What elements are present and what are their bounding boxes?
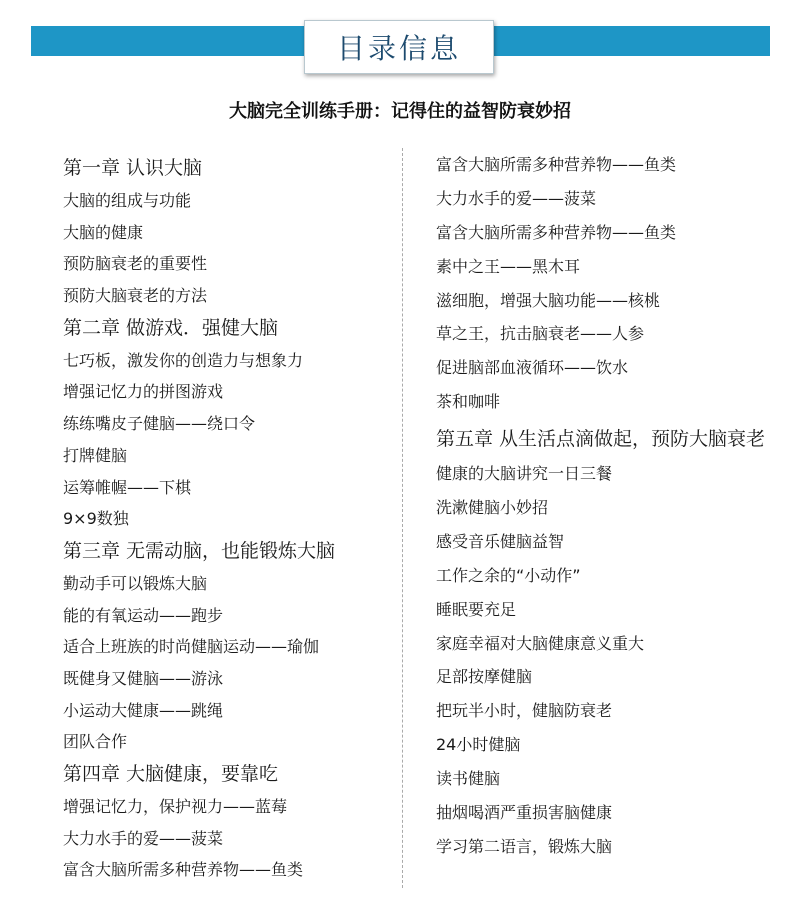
toc-entry: 富含大脑所需多种营养物——鱼类 bbox=[63, 860, 304, 880]
toc-chapter-heading: 第五章 从生活点滴做起，预防大脑衰老 bbox=[436, 428, 766, 451]
toc-entry: 工作之余的“小动作” bbox=[436, 565, 581, 585]
toc-entry: 滋细胞，增强大脑功能——核桃 bbox=[436, 290, 661, 310]
toc-entry: 富含大脑所需多种营养物——鱼类 bbox=[436, 222, 677, 242]
column-divider bbox=[402, 148, 403, 888]
toc-chapter-heading: 第四章 大脑健康，要靠吃 bbox=[63, 763, 279, 785]
toc-entry: 七巧板，激发你的创造力与想象力 bbox=[63, 350, 304, 370]
toc-chapter-heading: 第二章 做游戏．强健大脑 bbox=[63, 316, 279, 339]
toc-entry: 足部按摩健脑 bbox=[436, 667, 533, 687]
toc-entry: 感受音乐健脑益智 bbox=[436, 531, 565, 551]
toc-entry: 增强记忆力，保护视力——蓝莓 bbox=[63, 797, 288, 816]
toc-entry: 大脑的健康 bbox=[63, 222, 144, 242]
toc-entry: 素中之王——黑木耳 bbox=[436, 256, 581, 276]
toc-entry: 读书健脑 bbox=[436, 769, 501, 789]
toc-entry: 抽烟喝酒严重损害脑健康 bbox=[436, 803, 613, 823]
toc-entry: 茶和咖啡 bbox=[436, 392, 501, 412]
toc-entry: 促进脑部血液循环——饮水 bbox=[436, 358, 629, 378]
toc-entry: 大力水手的爱——菠菜 bbox=[436, 188, 597, 208]
toc-entry: 练练嘴皮子健脑——绕口令 bbox=[63, 414, 256, 434]
toc-entry: 预防大脑衰老的方法 bbox=[63, 286, 208, 306]
toc-entry: 适合上班族的时尚健脑运动——瑜伽 bbox=[63, 637, 320, 657]
toc-entry: 富含大脑所需多种营养物——鱼类 bbox=[436, 155, 677, 174]
toc-entry: 小运动大健康——跳绳 bbox=[63, 700, 224, 720]
toc-right-column bbox=[436, 148, 766, 864]
toc-left-column bbox=[63, 152, 393, 886]
page-title: 目录信息 bbox=[304, 20, 494, 74]
toc-entry: 把玩半小时，健脑防衰老 bbox=[436, 701, 613, 721]
toc-chapter-heading: 第一章 认识大脑 bbox=[63, 157, 203, 179]
toc-entry: 9×9数独 bbox=[63, 509, 129, 529]
toc-entry: 打牌健脑 bbox=[63, 445, 128, 465]
book-title: 大脑完全训练手册：记得住的益智防衰妙招 bbox=[229, 101, 571, 122]
toc-entry: 既健身又健脑——游泳 bbox=[63, 668, 224, 688]
toc-entry: 大力水手的爱——菠菜 bbox=[63, 828, 224, 848]
toc-entry: 团队合作 bbox=[63, 732, 128, 752]
toc-entry: 增强记忆力的拼图游戏 bbox=[63, 382, 224, 402]
toc-entry: 学习第二语言，锻炼大脑 bbox=[436, 836, 613, 856]
toc-entry: 睡眠要充足 bbox=[436, 599, 517, 619]
toc-entry: 草之王，抗击脑衰老——人参 bbox=[436, 324, 645, 344]
toc-entry: 勤动手可以锻炼大脑 bbox=[63, 573, 208, 593]
toc-entry: 家庭幸福对大脑健康意义重大 bbox=[436, 633, 645, 653]
toc-entry: 24小时健脑 bbox=[436, 735, 521, 755]
toc-entry: 能的有氧运动——跑步 bbox=[63, 605, 224, 625]
toc-entry: 运筹帷幄——下棋 bbox=[63, 477, 192, 497]
toc-chapter-heading: 第三章 无需动脑，也能锻炼大脑 bbox=[63, 539, 336, 562]
toc-entry: 洗漱健脑小妙招 bbox=[436, 498, 549, 518]
toc-entry: 大脑的组成与功能 bbox=[63, 191, 192, 210]
toc-entry: 健康的大脑讲究一日三餐 bbox=[436, 464, 613, 484]
toc-entry: 预防脑衰老的重要性 bbox=[63, 254, 208, 274]
